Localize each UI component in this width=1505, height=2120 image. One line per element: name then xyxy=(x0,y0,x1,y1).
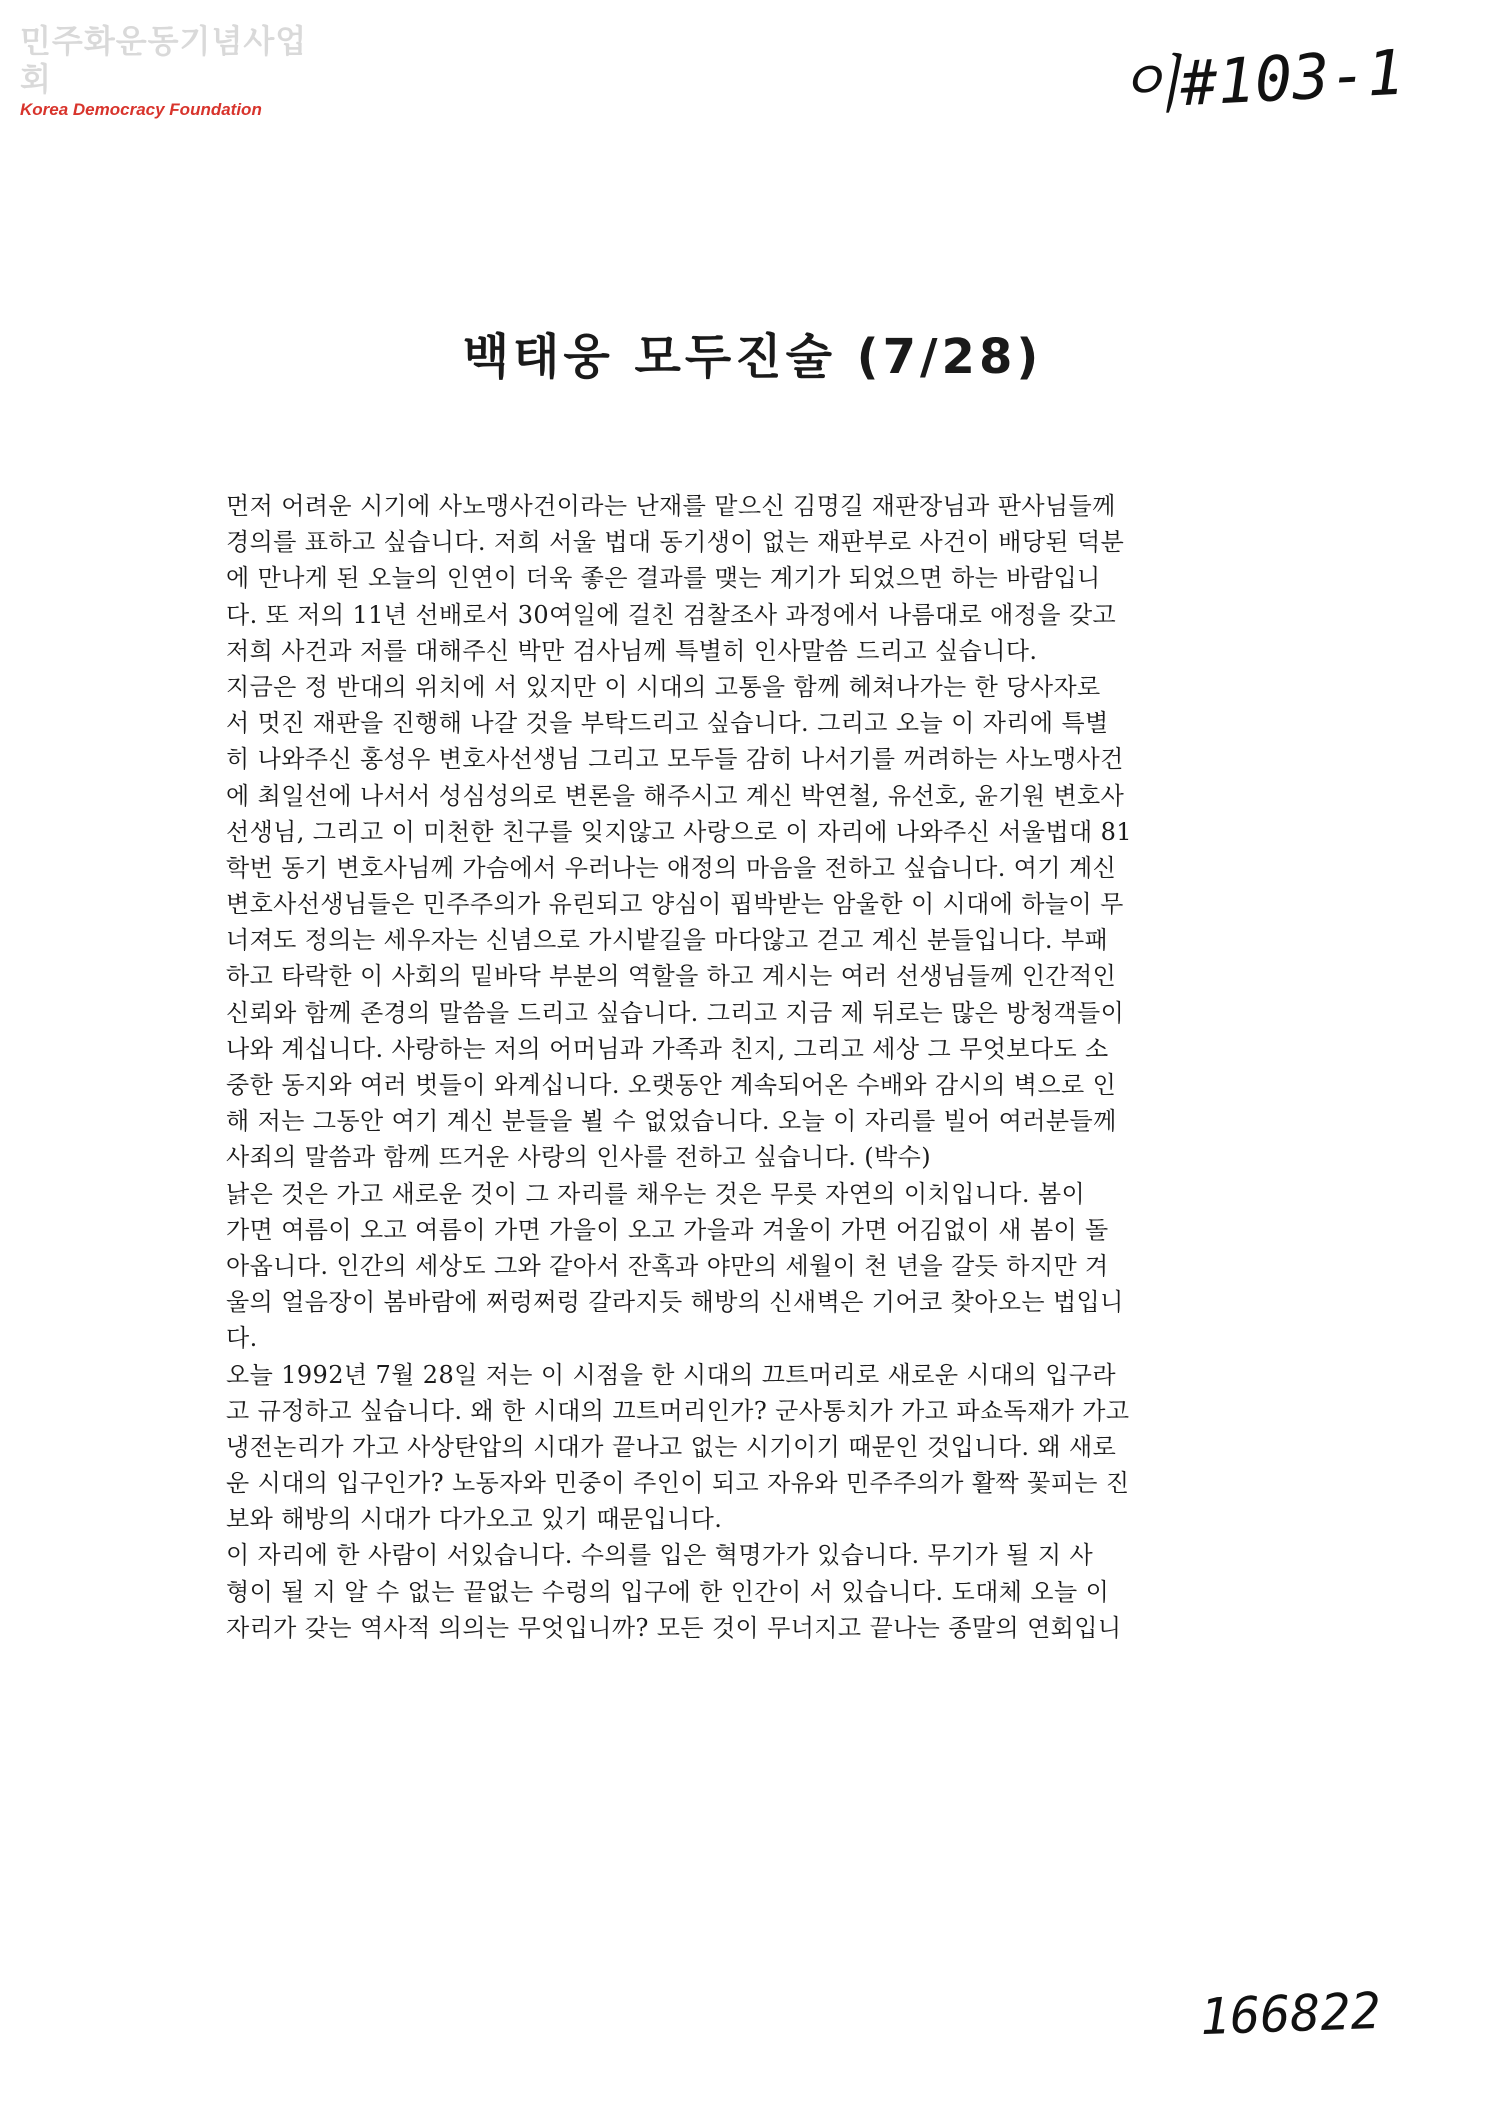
body-line: 에 만나게 된 오늘의 인연이 더욱 좋은 결과를 맺는 계기가 되었으면 하는 바람입니 xyxy=(226,564,1101,593)
body-line: 울의 얼음장이 봄바람에 쩌렁쩌렁 갈라지듯 해방의 신새벽은 기어코 찾아오는 법입니 xyxy=(226,1288,1124,1317)
body-line: 다. 또 저의 11년 선배로서 30여일에 걸친 검찰조사 과정에서 나름대로 애정을 갖고 xyxy=(226,600,1117,629)
body-line: 다. xyxy=(226,1324,258,1353)
body-line: 선생님, 그리고 이 미천한 친구를 잊지않고 사랑으로 이 자리에 나와주신 서울법대 81 xyxy=(226,817,1132,846)
foundation-logo xyxy=(20,22,320,120)
body-line: 신뢰와 함께 존경의 말씀을 드리고 싶습니다. 그리고 지금 제 뒤로는 많은 방청객들이 xyxy=(226,998,1125,1027)
body-line: 형이 될 지 알 수 없는 끝없는 수렁의 입구에 한 인간이 서 있습니다. 도대체 오늘 이 xyxy=(226,1577,1110,1606)
body-line: 가면 여름이 오고 여름이 가면 가을이 오고 가을과 겨울이 가면 어김없이 새 봄이 돌 xyxy=(226,1215,1109,1244)
body-line: 지금은 정 반대의 위치에 서 있지만 이 시대의 고통을 함께 헤쳐나가는 한 당사자로 xyxy=(226,672,1101,701)
body-line: 에 최일선에 나서서 성심성의로 변론을 해주시고 계신 박연철, 유선호, 윤기원 변호사 xyxy=(226,781,1125,810)
body-line: 너져도 정의는 세우자는 신념으로 가시밭길을 마다않고 걷고 계신 분들입니다. 부패 xyxy=(226,926,1109,955)
body-line: 보와 해방의 시대가 다가오고 있기 때문입니다. xyxy=(226,1505,723,1534)
body-line: 오늘 1992년 7월 28일 저는 이 시점을 한 시대의 끄트머리로 새로운 시대의 입구라 xyxy=(226,1360,1116,1389)
handwritten-page-number: 166822 xyxy=(1199,1981,1382,2047)
body-line: 해 저는 그동안 여기 계신 분들을 뵐 수 없었습니다. 오늘 이 자리를 빌어 여러분들께 xyxy=(226,1107,1117,1136)
body-line: 학번 동기 변호사님께 가슴에서 우러나는 애정의 마음을 전하고 싶습니다. 여기 계신 xyxy=(226,853,1117,882)
handwritten-archive-code: 이#103-1 xyxy=(1118,35,1406,124)
body-line: 경의를 표하고 싶습니다. 저희 서울 법대 동기생이 없는 재판부로 사건이 배당된 덕분 xyxy=(226,528,1125,557)
body-line: 아옵니다. 인간의 세상도 그와 같아서 잔혹과 야만의 세월이 천 년을 갈듯 하지만 겨 xyxy=(226,1251,1109,1280)
body-line: 이 자리에 한 사람이 서있습니다. 수의를 입은 혁명가가 있습니다. 무기가 될 지 사 xyxy=(226,1541,1094,1570)
body-line: 하고 타락한 이 사회의 밑바닥 부분의 역할을 하고 계시는 여러 선생님들께 인간적인 xyxy=(226,962,1117,991)
body-line: 저희 사건과 저를 대해주신 박만 검사님께 특별히 인사말씀 드리고 싶습니다. xyxy=(226,636,1038,665)
body-line: 자리가 갖는 역사적 의의는 무엇입니까? 모든 것이 무너지고 끝나는 종말의 연회입니 xyxy=(226,1613,1122,1642)
body-line: 먼저 어려운 시기에 사노맹사건이라는 난재를 맡으신 김명길 재판장님과 판사님들께 xyxy=(226,492,1116,520)
body-line: 서 멋진 재판을 진행해 나갈 것을 부탁드리고 싶습니다. 그리고 오늘 이 자리에 특별 xyxy=(226,709,1109,738)
logo-korean-text: 민주화운동기념사업회 xyxy=(20,22,308,98)
body-line: 낡은 것은 가고 새로운 것이 그 자리를 채우는 것은 무릇 자연의 이치입니다. 봄이 xyxy=(226,1179,1086,1208)
body-line: 고 규정하고 싶습니다. 왜 한 시대의 끄트머리인가? 군사통치가 가고 파쇼독재가 가고 xyxy=(226,1396,1130,1425)
body-line: 나와 계십니다. 사랑하는 저의 어머님과 가족과 친지, 그리고 세상 그 무엇보다도 소 xyxy=(226,1034,1109,1063)
body-line: 중한 동지와 여러 벗들이 와계십니다. 오랫동안 계속되어온 수배와 감시의 벽으로 인 xyxy=(226,1071,1117,1099)
body-line: 사죄의 말씀과 함께 뜨거운 사랑의 인사를 전하고 싶습니다. (박수) xyxy=(226,1143,931,1172)
document-title: 백태웅 모두진술 (7/28) xyxy=(462,329,1043,385)
body-line: 냉전논리가 가고 사상탄압의 시대가 끝나고 없는 시기이기 때문인 것입니다. 왜 새로 xyxy=(226,1432,1117,1461)
logo-english-text: Korea Democracy Foundation xyxy=(20,100,262,119)
statement-body xyxy=(226,488,1284,1646)
body-line: 변호사선생님들은 민주주의가 유린되고 양심이 핍박받는 암울한 이 시대에 하늘이 무 xyxy=(226,890,1124,919)
body-line: 히 나와주신 홍성우 변호사선생님 그리고 모두들 감히 나서기를 꺼려하는 사노맹사건 xyxy=(226,745,1124,774)
body-line: 운 시대의 입구인가? 노동자와 민중이 주인이 되고 자유와 민주주의가 활짝 꽃피는 진 xyxy=(226,1469,1130,1498)
